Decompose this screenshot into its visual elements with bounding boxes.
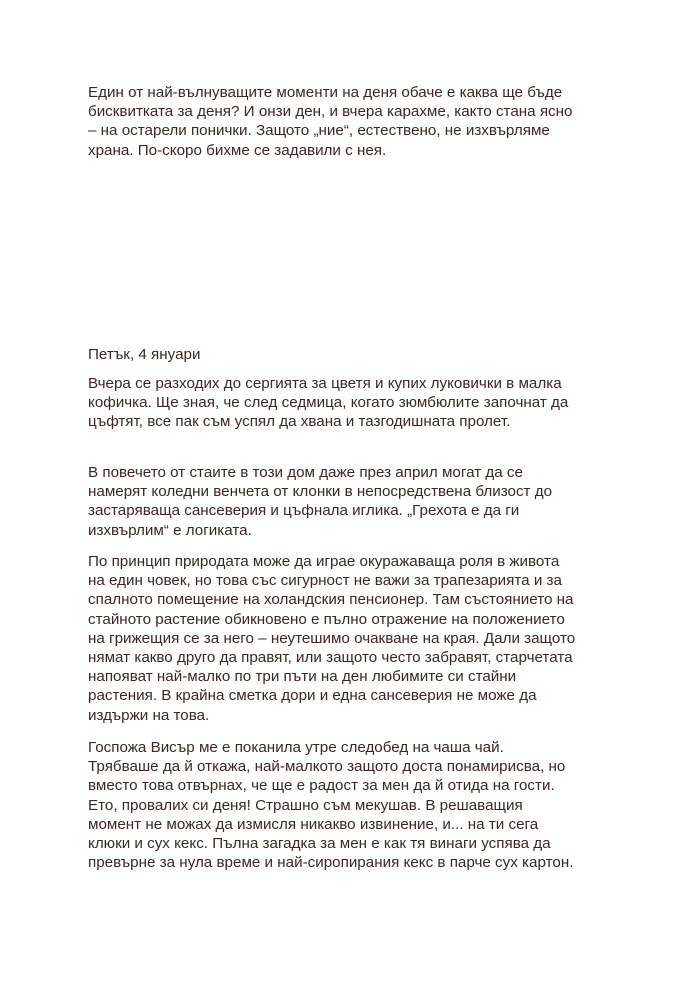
text-line: превърне за нула време и най-сиропирания кекс в парче сух картон. xyxy=(88,854,574,872)
text-line: стайното растение обикновено е пълно отражение на положението xyxy=(88,610,565,628)
paragraph-flower-stall xyxy=(88,374,628,432)
text-line: Госпожа Висър ме е поканила утре следобед на чаша чай. xyxy=(88,739,504,756)
text-line: Трябваше да й откажа, най-малкото защото доста понамирисва, но xyxy=(88,758,566,776)
text-line: В повечето от стаите в този дом даже през април могат да се xyxy=(88,464,523,481)
text-line: Вчера се разходих до сергията за цветя и купих луковички в малка xyxy=(88,375,562,392)
text-line: изхвърлим“ е логиката. xyxy=(88,521,252,539)
paragraph-houseplants xyxy=(88,552,628,725)
paragraph-mrs-visser xyxy=(88,738,628,872)
text-line: растения. В крайна сметка дори и една сансеверия не може да xyxy=(88,687,537,705)
text-line: застаряваща сансеверия и цъфнала иглика. „Грехота е да ги xyxy=(88,502,520,520)
text-line: кофичка. Ще зная, че след седмица, когато зюмбюлите започнат да xyxy=(88,394,569,412)
text-line: Един от най-вълнуващите моменти на деня обаче е каква ще бъде xyxy=(88,84,563,101)
text-line: нямат какво друго да правят, или защото често забравят, старчетата xyxy=(88,649,573,667)
text-line: издържи на това. xyxy=(88,706,210,724)
text-line: намерят коледни венчета от клонки в непосредствена близост до xyxy=(88,483,553,501)
date-heading-text: Петък, 4 януари xyxy=(88,346,201,363)
text-line: момент не можах да измисля никакво извинение, и... на ти сега xyxy=(88,815,539,833)
text-line: клюки и сух кекс. Пълна загадка за мен е как тя винаги успява да xyxy=(88,835,551,853)
text-line: храна. По-скоро бихме се задавили с нея. xyxy=(88,141,387,159)
text-line: напояват най-малко по три пъти на ден любимите си стайни xyxy=(88,668,517,686)
text-line: на един човек, но това със сигурност не важи за трапезарията и за xyxy=(88,572,562,590)
text-line: вместо това отвърнах, че ще е радост за мен да й отида на гости. xyxy=(88,777,555,795)
text-line: – на остарели понички. Защото „ние“, естествено, не изхвърляме xyxy=(88,122,550,140)
text-line: на грижещия се за него – неутешимо очакване на края. Дали защото xyxy=(88,629,576,647)
text-line: спалното помещение на холандския пенсионер. Там състоянието на xyxy=(88,591,574,609)
text-line: Ето, провалих си деня! Страшно съм мекушав. В решаващия xyxy=(88,796,523,814)
text-line: цъфтят, все пак съм успял да хвана и тазгодишната пролет. xyxy=(88,413,511,431)
paragraph-christmas-wreaths xyxy=(88,463,628,540)
text-line: бисквитката за деня? И онзи ден, и вчера карахме, както стана ясно xyxy=(88,103,573,121)
text-line: По принцип природата може да играе окуражаваща роля в живота xyxy=(88,553,560,570)
date-heading xyxy=(88,345,628,364)
paragraph-biscuit xyxy=(88,83,628,160)
